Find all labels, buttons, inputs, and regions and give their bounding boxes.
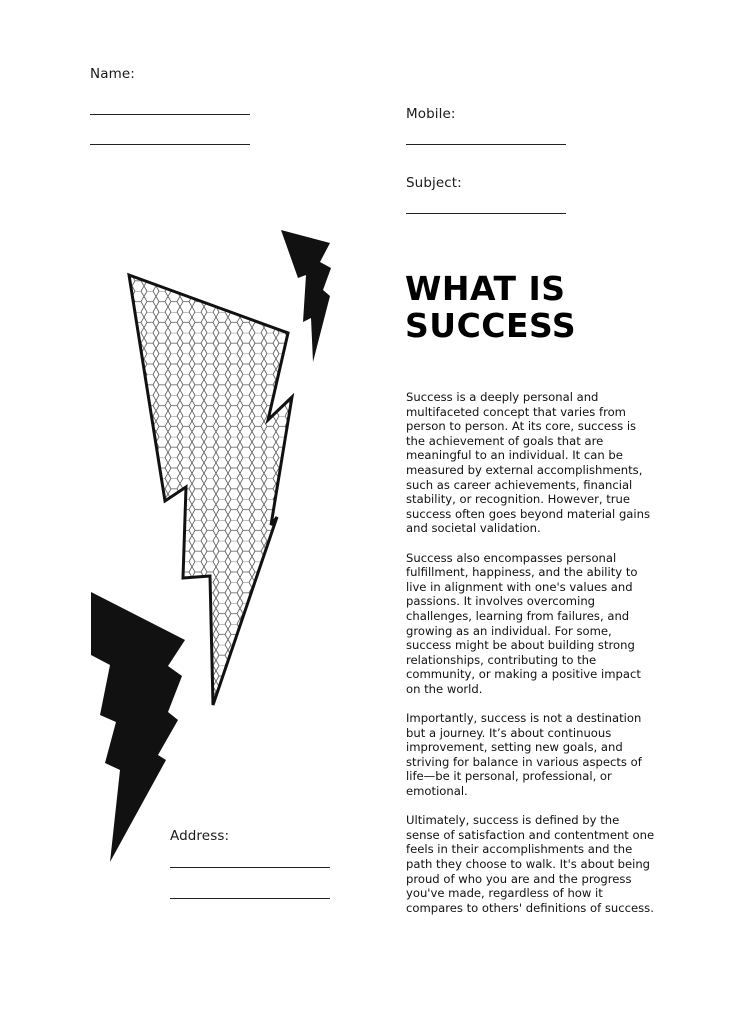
paragraph: Success also encompasses personal fulfillment, happiness, and the ability to live in alignment with one's values and passions. It involves overcoming challenges, learning from failures, and growing as an individual. For some, success might be about building strong relationships, contributing to the community, or making a positive impact on the world. [406,550,641,696]
address-line-2[interactable] [170,898,330,899]
subject-label: Subject: [406,175,462,191]
mobile-label: Mobile: [406,106,456,122]
title-line-1: WHAT IS [405,269,566,308]
lightning-bolt-large-icon [91,592,185,862]
paragraph: Success is a deeply personal and multifaceted concept that varies from person to person. At its core, success is the achievement of goals that are meaningful to an individual. It can be measured by external accomplishments, such as career achievements, financial stability, or recognition. However, true success often goes beyond material gains and societal validation. [406,390,651,536]
name-line-1[interactable] [90,114,250,115]
name-line-2[interactable] [90,144,250,145]
lightning-bolt-small-icon [281,230,331,362]
title-line-2: SUCCESS [405,306,577,345]
subject-line[interactable] [406,213,566,214]
name-label: Name: [90,66,135,82]
mobile-line[interactable] [406,144,566,145]
article-body [406,390,656,930]
page-title [405,270,705,344]
address-line-1[interactable] [170,867,330,868]
paragraph: Ultimately, success is defined by the sense of satisfaction and contentment one feels in their accomplishments and the path they choose to walk. It's about being proud of who you are and the progress you've made, regardless of how it compares to others' definitions of success. [406,813,655,915]
address-label: Address: [170,828,230,844]
paragraph: Importantly, success is not a destination but a journey. It’s about continuous improvement, setting new goals, and striving for balance in various aspects of life—be it personal, professional, or emotional. [406,711,642,799]
